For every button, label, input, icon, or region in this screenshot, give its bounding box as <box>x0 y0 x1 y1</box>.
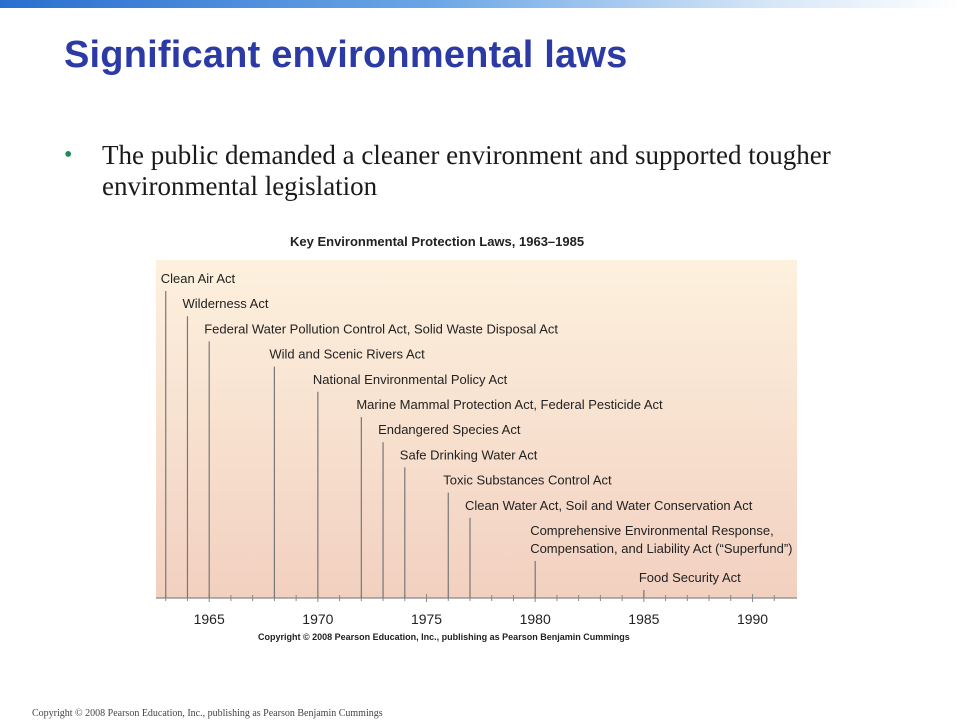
law-label: Wilderness Act <box>182 296 269 312</box>
law-label: Federal Water Pollution Control Act, Solid Waste Disposal Act <box>204 321 559 337</box>
slide-title: Significant environmental laws <box>64 34 628 76</box>
slide-footer-copyright: Copyright © 2008 Pearson Education, Inc., publishing as Pearson Benjamin Cummings <box>32 708 383 719</box>
tick-label-1975: 1975 <box>410 611 443 627</box>
law-label: Toxic Substances Control Act <box>443 472 612 488</box>
timeline-chart <box>150 255 800 627</box>
law-label: Clean Water Act, Soil and Water Conservation Act <box>465 497 753 513</box>
law-label: Food Security Act <box>638 570 741 585</box>
law-label: Clean Air Act <box>160 271 236 286</box>
tick-label-1970: 1970 <box>302 611 334 627</box>
law-label: Wild and Scenic Rivers Act <box>269 346 425 362</box>
tick-label-1990: 1990 <box>736 611 769 627</box>
figure-title: Key Environmental Protection Laws, 1963–1985 <box>290 234 585 249</box>
bullet-dot-icon: • <box>64 142 73 168</box>
law-label: Safe Drinking Water Act <box>399 447 538 463</box>
law-label: Compensation, and Liability Act (“Superfund”) <box>530 541 793 556</box>
top-accent-bar <box>0 0 960 8</box>
tick-label-1980: 1980 <box>519 611 551 627</box>
figure-copyright: Copyright © 2008 Pearson Education, Inc., publishing as Pearson Benjamin Cummings <box>258 632 630 642</box>
tick-label-1985: 1985 <box>628 611 660 627</box>
law-label: Endangered Species Act <box>378 422 521 438</box>
bullet-text: The public demanded a cleaner environment and supported tougher environmental legislation <box>102 140 831 201</box>
law-label: National Environmental Policy Act <box>312 371 508 387</box>
law-label: Marine Mammal Protection Act, Federal Pesticide Act <box>356 397 663 412</box>
tick-label-1965: 1965 <box>193 611 225 627</box>
law-label: Comprehensive Environmental Response, <box>530 523 774 538</box>
